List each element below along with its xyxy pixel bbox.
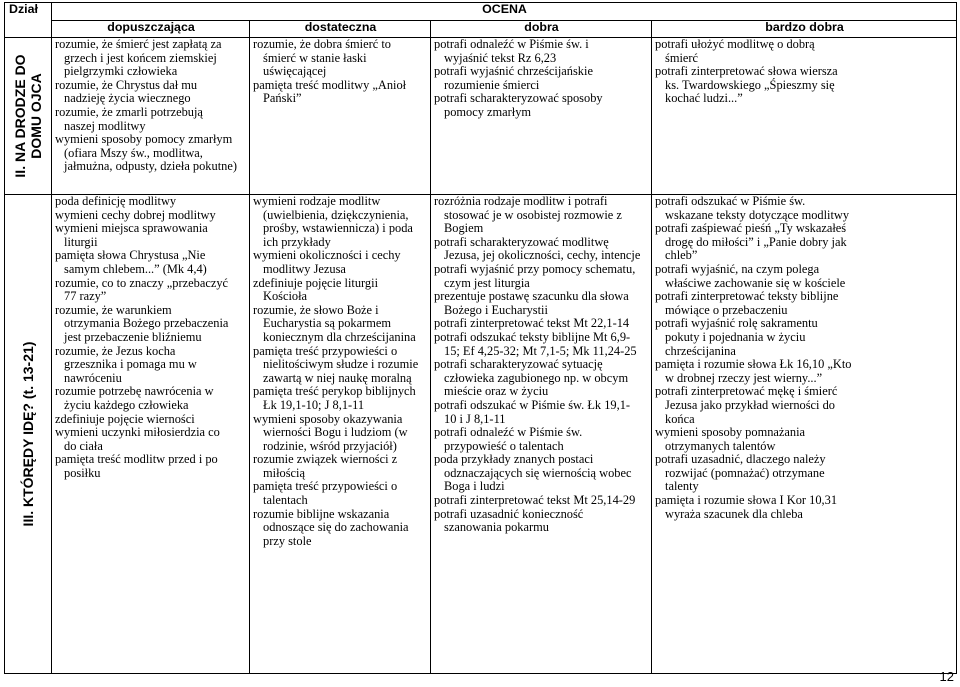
section-title-cell [5,195,52,674]
requirements-cell [431,38,652,195]
requirement-line: potrafi odszukać w Piśmie św. Łk 19,1- [434,397,631,412]
requirement-line: potrafi zaśpiewać pieśń „Ty wskazałeś [655,221,847,236]
requirement-line: liturgii [64,234,98,249]
requirement-line: rozumienie śmierci [444,77,540,92]
requirement-line: koniecznym dla chrześcijanina [263,329,416,344]
requirement-line: pokuty i pojednania w życiu [665,329,806,344]
level-header: dostateczna [250,21,431,38]
requirement-line: (uwielbienia, dziękczynienia, [263,207,409,222]
requirement-line: rozumie, że warunkiem [55,302,172,317]
requirement-line: stosować je w osobistej rozmowie z [444,207,622,222]
requirement-line: rozumie, że Jezus kocha [55,343,176,358]
requirement-line: talenty [665,479,699,494]
requirement-line: Bożego i Eucharystii [444,302,548,317]
requirement-line: potrafi wyjaśnić rolę sakramentu [655,316,818,331]
requirement-line: pamięta treść perykop biblijnych [253,384,416,399]
requirement-line: potrafi wyjaśnić, na czym polega [655,261,820,276]
requirement-line: potrafi scharakteryzować modlitwę [434,234,609,249]
requirement-line: uświęcającej [263,64,327,79]
requirement-line: potrafi zinterpretować tekst Mt 22,1-14 [434,316,630,331]
dzial-header: Dział [5,3,52,38]
requirement-line: potrafi odszukać teksty biblijne Mt 6,9- [434,329,631,344]
requirement-line: wymieni sposoby okazywania [253,411,403,426]
requirement-line: rodzinie, wśród przyjaciół) [263,438,397,453]
requirement-line: potrafi uzasadnić konieczność [434,506,584,521]
grading-table [4,2,957,674]
section-title-line: DOMU OJCA [28,73,44,159]
requirement-line: w drobnej rzeczy jest wierny...” [665,370,823,385]
requirement-line: Pański” [263,91,302,106]
requirement-line: 10 i J 8,1-11 [444,411,506,426]
requirement-line: pamięta treść modlitw przed i po [55,452,218,467]
requirement-line: rozumie, że dobra śmierć to [253,37,391,51]
requirement-line: śmierć [665,50,699,65]
requirement-line: człowieka zagubionego np. w obcym [444,370,629,385]
requirement-line: potrafi uzasadnić, dlaczego należy [655,452,826,467]
requirement-line: otrzymanych talentów [665,438,776,453]
requirement-line: potrafi odnaleźć w Piśmie św. i [434,37,589,51]
requirement-line: otrzymania Bożego przebaczenia [64,316,229,331]
requirements-cell [652,38,957,195]
requirement-line: wymieni miejsca sprawowania [55,221,208,236]
level-header: dobra [431,21,652,38]
requirement-line: grzesznika i pomaga mu w [64,357,197,372]
section-title-cell [5,38,52,195]
requirement-line: potrafi odszukać w Piśmie św. [655,194,806,208]
requirement-line: czym jest liturgia [444,275,530,290]
requirement-line: wyjaśnić tekst Rz 6,23 [444,50,557,65]
requirement-line: potrafi wyjaśnić chrześcijańskie [434,64,593,79]
requirement-line: potrafi zinterpretować tekst Mt 25,14-29 [434,493,636,508]
requirement-line: nielitościwym słudze i rozumie [263,357,419,372]
requirement-line: rozumie biblijne wskazania [253,506,390,521]
requirement-line: rozumie, że śmierć jest zapłatą za [55,37,222,51]
requirement-line: pamięta słowa Chrystusa „Nie [55,248,206,263]
requirements-cell [652,195,957,674]
requirement-line: potrafi scharakteryzować sposoby [434,91,603,106]
requirement-line: życiu każdego człowieka [64,397,189,412]
requirement-line: jest przebaczenie bliźniemu [64,329,202,344]
requirement-line: do ciała [64,438,103,453]
requirements-cell [250,195,431,674]
requirement-line: posiłku [64,465,101,480]
page-number: 12 [939,669,954,684]
requirement-line: właściwe zachowanie się w kościele [665,275,846,290]
requirement-line: (ofiara Mszy św., modlitwa, [64,145,203,160]
requirement-line: potrafi zinterpretować teksty biblijne [655,289,839,304]
requirement-line: potrafi zinterpretować słowa wiersza [655,64,838,79]
requirement-line: pamięta i rozumie słowa Łk 16,10 „Kto [655,357,852,372]
requirement-line: rozumie, że zmarli potrzebują [55,104,203,119]
requirement-line: 77 razy” [64,289,107,304]
requirement-line: Bogiem [444,221,484,236]
requirement-line: jałmużna, odpusty, dzieła pokutne) [64,159,237,174]
requirement-line: rozumie, że Chrystus dał mu [55,77,198,92]
requirement-line: pamięta treść modlitwy „Anioł [253,77,407,92]
requirement-line: modlitwy Jezusa [263,261,346,276]
requirement-line: grzech i jest końcem ziemskiej [64,50,217,65]
requirement-line: wymieni uczynki miłosierdzia co [55,425,220,440]
requirement-line: wymieni cechy dobrej modlitwy [55,207,216,222]
requirement-line: pomocy zmarłym [444,104,532,119]
requirement-line: rozwijać (pomnażać) otrzymane [665,465,825,480]
requirement-line: wskazane teksty dotyczące modlitwy [665,207,850,222]
requirement-line: rozumie, co to znaczy „przebaczyć [55,275,229,290]
requirement-line: pamięta i rozumie słowa I Kor 10,31 [655,493,838,508]
level-header: dopuszczająca [52,21,250,38]
requirement-line: Łk 19,1-10; J 8,1-11 [263,397,365,412]
requirement-line: wymieni sposoby pomocy zmarłym [55,132,233,147]
requirement-line: Eucharystia są pokarmem [263,316,391,331]
requirement-line: Boga i ludzi [444,479,505,494]
ocena-header: OCENA [52,3,957,21]
requirement-line: samym chlebem...” (Mk 4,4) [64,261,207,276]
requirement-line: pamięta treść przypowieści o [253,343,398,358]
requirements-cell [431,195,652,674]
requirement-line: odznaczających się wiernością wobec [444,465,632,480]
requirement-line: rozumie związek wierności z [253,452,398,467]
requirement-line: pamięta treść przypowieści o [253,479,398,494]
requirement-line: przy stole [263,533,312,548]
requirement-line: Jezusa, jej okoliczności, cechy, intencje [444,248,641,263]
requirement-line: wyraża szacunek dla chleba [665,506,803,521]
requirement-line: chrześcijanina [665,343,736,358]
requirements-cell [52,195,250,674]
requirement-line: zdefiniuje pojęcie wierności [55,411,195,426]
requirement-line: mówiące o przebaczeniu [665,302,788,317]
requirement-line: kochać ludzi...” [665,91,743,106]
requirement-line: potrafi scharakteryzować sytuację [434,357,603,372]
requirement-line: końca [665,411,695,426]
requirement-line: wierności Bogu i ludziom (w [263,425,408,440]
requirement-line: prośby, wstawiennicza) i poda [263,221,413,236]
section-title-line: III. KTÓRĘDY IDĘ? (t. 13-21) [20,341,36,527]
requirement-line: potrafi ułożyć modlitwę o dobrą [655,37,815,51]
requirement-line: talentach [263,493,308,508]
requirement-line: nawróceniu [64,370,122,385]
requirement-line: szanowania pokarmu [444,520,549,535]
requirement-line: potrafi odnaleźć w Piśmie św. [434,425,583,440]
requirement-line: ich przykłady [263,234,331,249]
requirement-line: drogę do miłości” i „Panie dobry jak [665,234,847,249]
requirement-line: zdefiniuje pojęcie liturgii [253,275,379,290]
requirement-line: chleb” [665,248,698,263]
requirement-line: potrafi wyjaśnić przy pomocy schematu, [434,261,636,276]
requirement-line: rozróżnia rodzaje modlitw i potrafi [434,194,608,208]
requirement-line: ks. Twardowskiego „Śpieszmy się [665,77,835,92]
requirement-line: rozumie, że słowo Boże i [253,302,379,317]
section-title [20,342,36,527]
requirement-line: zawartą w niej naukę moralną [263,370,412,385]
section-title [12,54,44,177]
requirements-cell [250,38,431,195]
requirement-line: wymieni rodzaje modlitw [253,194,381,208]
requirement-line: przypowieść o talentach [444,438,564,453]
requirement-line: poda definicję modlitwy [55,194,177,208]
requirement-line: 15; Ef 4,25-32; Mt 7,1-5; Mk 11,24-25 [444,343,637,358]
requirement-line: wymieni okoliczności i cechy [253,248,401,263]
requirement-line: prezentuje postawę szacunku dla słowa [434,289,629,304]
requirement-line: wymieni sposoby pomnażania [655,425,806,440]
level-header: bardzo dobra [652,21,957,38]
requirement-line: nadzieję życia wiecznego [64,91,191,106]
requirement-line: odnoszące się do zachowania [263,520,409,535]
requirement-line: Jezusa jako przykład wierności do [665,397,835,412]
requirement-line: naszej modlitwy [64,118,146,133]
requirement-line: miłością [263,465,305,480]
requirement-line: rozumie potrzebę nawrócenia w [55,384,214,399]
requirement-line: pielgrzymki człowieka [64,64,178,79]
requirement-line: potrafi zinterpretować mękę i śmierć [655,384,838,399]
requirement-line: poda przykłady znanych postaci [434,452,594,467]
requirement-line: śmierć w stanie łaski [263,50,367,65]
requirements-cell [52,38,250,195]
section-title-line: II. NA DRODZE DO [12,54,28,178]
requirement-line: mieście oraz w życiu [444,384,549,399]
requirement-line: Kościoła [263,289,308,304]
